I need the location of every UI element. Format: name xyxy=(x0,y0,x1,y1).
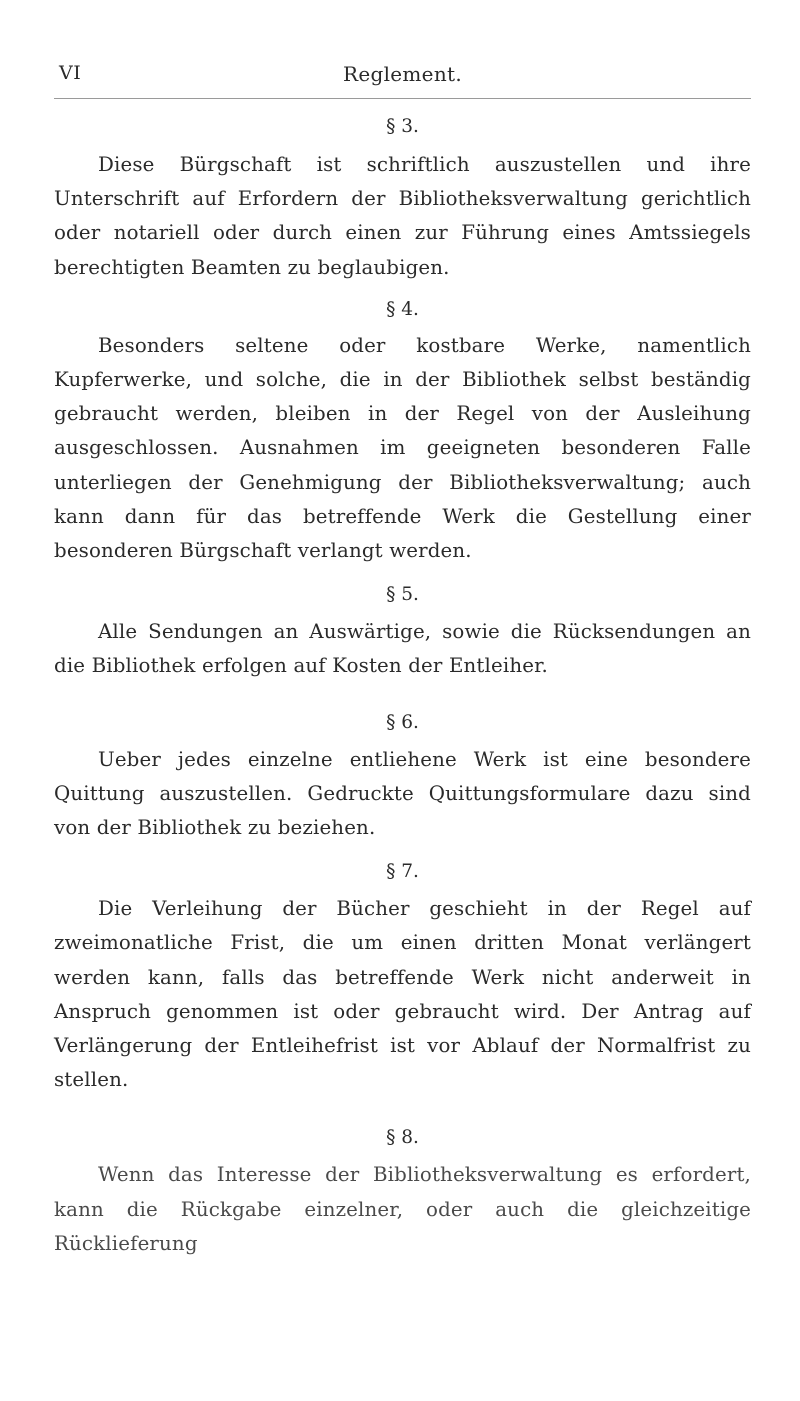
page-header xyxy=(54,58,751,99)
section-text: Diese Bürgschaft ist schriftlich auszustellen und ihre Unterschrift auf Erfordern der Bibliotheksverwaltung gerichtlich oder notariell oder durch einen zur Führung eines Amtssiegels berechtigten Beamten zu beglaubigen. xyxy=(54,153,751,279)
section-heading: § 5. xyxy=(386,584,419,606)
section-heading: § 4. xyxy=(386,298,419,320)
section-7 xyxy=(54,857,751,1097)
section-5 xyxy=(54,580,751,683)
page-number: VI xyxy=(59,62,82,84)
running-title: Reglement. xyxy=(342,62,462,86)
document-page xyxy=(0,58,800,1401)
section-text: Alle Sendungen an Auswärtige, sowie die Rücksendungen an die Bibliothek erfolgen auf Kosten der Entleiher. xyxy=(54,620,751,678)
section-heading: § 3. xyxy=(386,116,419,137)
section-heading: § 7. xyxy=(386,861,419,883)
section-heading: § 6. xyxy=(386,711,419,733)
section-3 xyxy=(54,112,751,285)
section-text: Ueber jedes einzelne entliehene Werk ist eine besondere Quittung auszustellen. Gedruckte Quittungsformulare dazu sind von der Bibliothek zu beziehen. xyxy=(54,747,751,840)
section-text: Wenn das Interesse der Bibliotheksverwaltung es erfordert, kann die Rückgabe einzelner, oder auch die gleichzeitige Rücklieferung xyxy=(54,1163,751,1255)
section-4 xyxy=(54,295,751,568)
section-6 xyxy=(54,708,751,846)
section-8 xyxy=(54,1123,751,1261)
section-text: Besonders seltene oder kostbare Werke, namentlich Kupferwerke, und solche, die in der Bibliothek selbst beständig gebraucht werden, bleiben in der Regel von der Ausleihung ausgeschlossen. Ausnahmen im geeigneten besonderen Falle unterliegen der Genehmigung der Bibliotheksverwaltung; auch kann dann für das betreffende Werk die Gestellung einer besonderen Bürgschaft verlangt werden. xyxy=(54,333,751,563)
section-text: Die Verleihung der Bücher geschieht in der Regel auf zweimonatliche Frist, die um einen dritten Monat verlängert werden kann, falls das betreffende Werk nicht anderweit in Anspruch genommen ist oder gebraucht wird. Der Antrag auf Verlängerung der Entleihefrist ist vor Ablauf der Normalfrist zu stellen. xyxy=(54,897,751,1092)
section-heading: § 8. xyxy=(386,1127,419,1149)
